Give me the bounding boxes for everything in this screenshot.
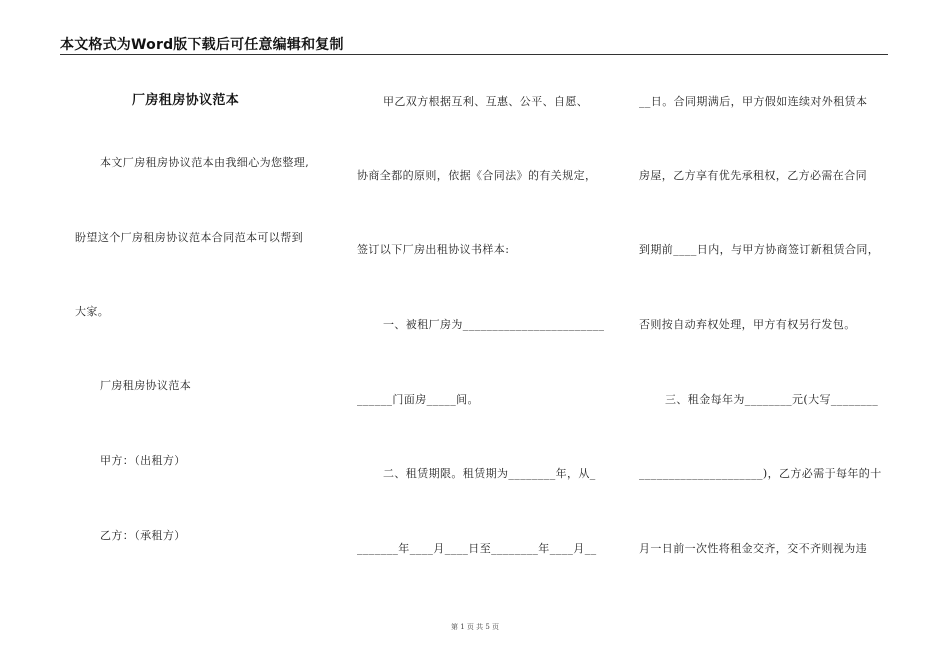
paragraph-line: 大家。 (75, 305, 110, 318)
page-header (60, 30, 888, 55)
paragraph-line: 甲方：（出租方） (100, 454, 186, 467)
paragraph-line: 否则按自动弃权处理，甲方有权另行发包。 (639, 318, 856, 331)
text-column-2 (357, 60, 607, 620)
paragraph-line: 月一日前一次性将租金交齐，交不齐则视为违 (639, 542, 867, 555)
paragraph-line: 三、租金每年为________元(大写________ (665, 393, 879, 406)
paragraph-line: 厂房租房协议范本 (100, 379, 192, 392)
paragraph-line: 本文厂房租房协议范本由我细心为您整理, (100, 156, 310, 169)
paragraph-line: 协商全都的原则，依据《合同法》的有关规定， (357, 169, 597, 182)
paragraph-line: 签订以下厂房出租协议书样本: (357, 243, 510, 256)
paragraph-line: 乙方：（承租方） (100, 529, 186, 542)
page-footer (0, 622, 950, 632)
paragraph-line: 盼望这个厂房租房协议范本合同范本可以帮到 (75, 231, 303, 244)
paragraph-line: 到期前____日内，与甲方协商签订新租赁合同， (639, 243, 880, 256)
paragraph-line: ______门面房_____间。 (357, 393, 479, 406)
paragraph-line: __日。合同期满后，甲方假如连续对外租赁本 (639, 95, 868, 108)
paragraph-line: 二、租赁期限。租赁期为________年，从_ (383, 467, 596, 480)
page-number: 第 1 页 共 5 页 (450, 623, 500, 631)
document-title: 厂房租房协议范本 (132, 93, 240, 108)
paragraph-line: _____________________)，乙方必需于每年的十 (639, 467, 882, 480)
text-column-3 (639, 60, 889, 620)
paragraph-line: 一、被租厂房为________________________ (383, 318, 605, 331)
text-column-1 (75, 60, 325, 620)
paragraph-line: 甲乙双方根据互利、互惠、公平、自愿、 (383, 95, 589, 108)
paragraph-line: 房屋，乙方享有优先承租权，乙方必需在合同 (639, 169, 867, 182)
paragraph-line: _______年____月____日至________年____月__ (357, 542, 597, 555)
header-title: 本文格式为Word版下载后可任意编辑和复制 (60, 37, 344, 53)
